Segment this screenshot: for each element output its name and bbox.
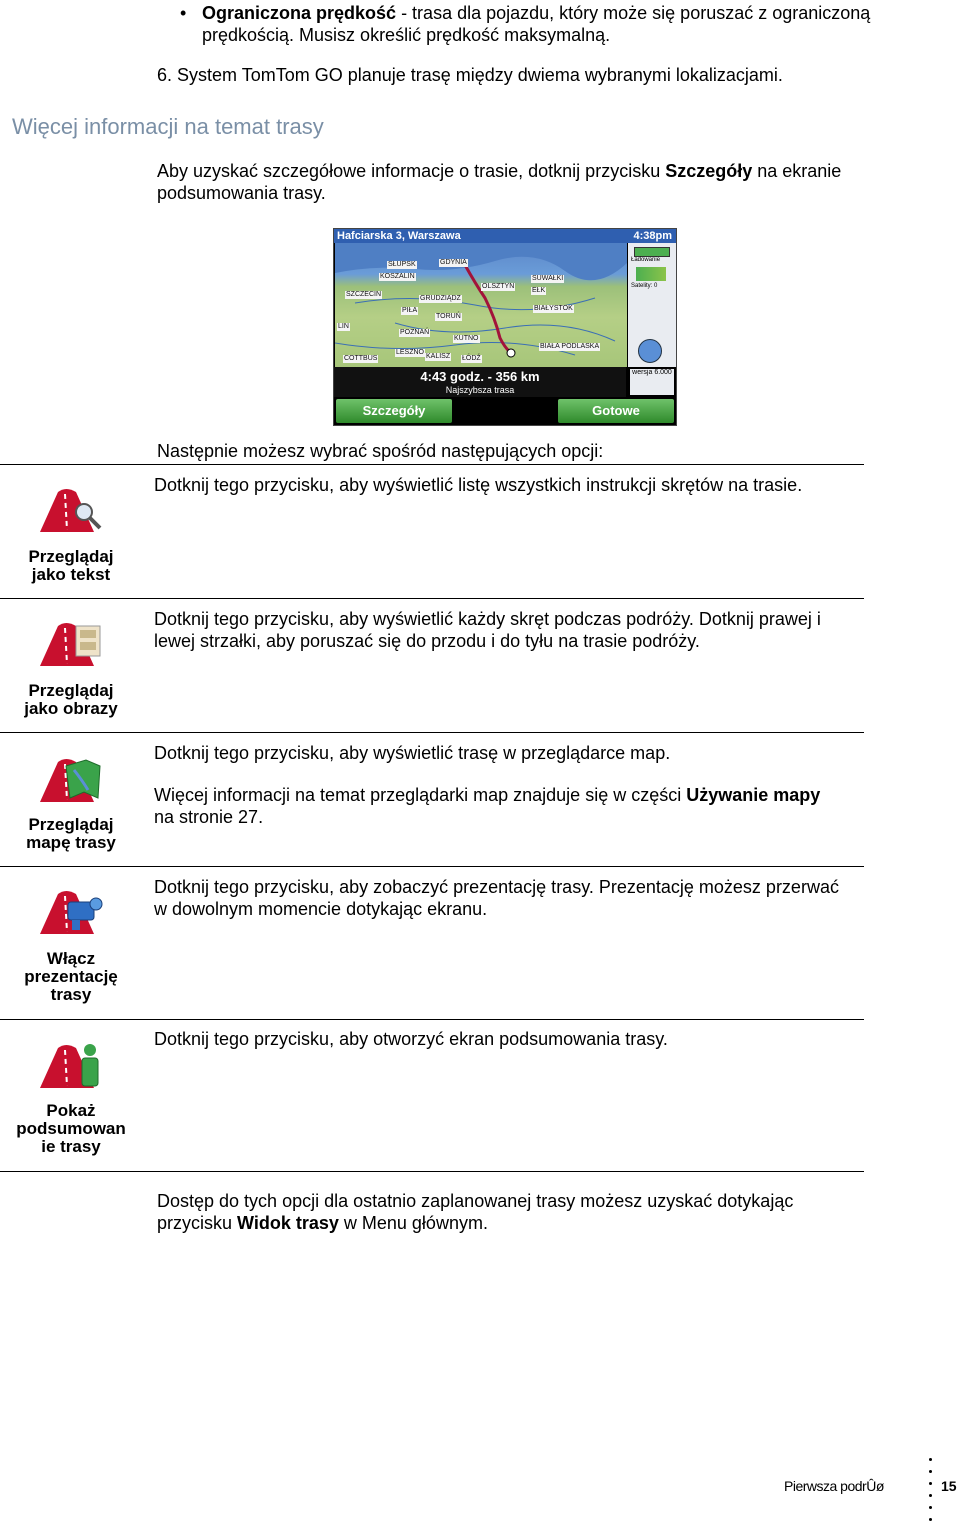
divider [0,1019,864,1020]
option-icon[interactable] [36,486,106,534]
page-number: 15 [941,1478,957,1494]
label-line: Przeglądaj [28,815,114,834]
option-icon[interactable] [36,620,106,668]
intro-after: na ekranie podsumowania trasy. [157,161,842,203]
city-label: ŁÓDŹ [462,355,481,362]
city-label: SZCZECIN [346,291,381,298]
option-label [9,548,133,584]
device-sidebar [628,243,676,367]
label-line: jako tekst [31,565,111,584]
city-label: OLSZTYN [482,283,515,290]
device-done-button[interactable]: Gotowe [558,399,674,423]
device-time: 4:38pm [633,230,672,242]
device-address: Hafciarska 3, Warszawa [337,230,461,242]
option-icon[interactable] [36,756,106,804]
label-line: Włącz [46,949,96,968]
device-version: wersja 6.000 [632,369,672,376]
city-label: GDYNIA [440,259,467,266]
intro-paragraph [157,160,857,204]
city-label: GRUDZIĄDZ [420,295,461,302]
option-desc: Dotknij tego przycisku, aby wyświetlić listę wszystkich instrukcji skrętów na trasie. [154,475,803,495]
road-images-icon [36,620,106,668]
label-line: podsumowan [16,1119,126,1138]
signal-icon [636,267,666,281]
option-icon[interactable] [36,888,106,936]
intro-bold: Szczegóły [665,161,753,181]
option-label [9,1102,133,1156]
label-line: trasy [50,985,92,1004]
city-label: POZNAŃ [400,329,430,336]
divider [0,866,864,867]
option-label [9,816,133,852]
city-label: LIN [338,323,349,330]
battery-icon [634,247,670,257]
device-charging: Ładowanie [631,257,661,263]
bullet-item [202,2,882,46]
label-line: ie trasy [41,1137,101,1156]
road-map-icon [36,756,106,804]
city-label: KUTNO [454,335,479,342]
city-label: BIAŁA PODLASKA [540,343,600,350]
closing-paragraph [157,1190,867,1234]
road-camera-icon [36,888,106,936]
city-label: KALISZ [426,353,451,360]
option-desc: Dotknij tego przycisku, aby zobaczyć prezentację trasy. Prezentację możesz przerwać w dowolnym momencie dotykając ekranu. [154,877,839,919]
divider [0,464,864,465]
bullet-text: - trasa dla pojazdu, który może się poruszać z ograniczoną prędkością. Musisz określić prędkość maksymalną. [202,3,871,45]
options-intro: Następnie możesz wybrać spośród następujących opcji: [157,441,604,461]
option-desc-more [154,784,844,828]
label-line: jako obrazy [24,699,118,718]
section-heading: Więcej informacji na temat trasy [12,114,324,139]
option-desc: Dotknij tego przycisku, aby wyświetlić każdy skręt podczas podróży. Dotknij prawej i lewej strzałki, aby poruszać się do przodu i do tyłu na trasie podróży. [154,609,821,651]
city-label: SŁUPSK [388,261,416,268]
divider [0,732,864,733]
device-satellites: Satelity: 0 [631,283,658,289]
desc-bold: Używanie mapy [686,785,821,805]
step-6: 6. System TomTom GO planuje trasę między dwiema wybranymi lokalizacjami. [157,65,783,85]
option-desc: Dotknij tego przycisku, aby wyświetlić trasę w przeglądarce map. [154,743,671,763]
device-screenshot [333,228,677,426]
footer-dots [929,1458,935,1530]
label-line: Przeglądaj [28,681,114,700]
device-route-time: 4:43 godz. - 356 km [420,369,540,384]
closing-before: Dostęp do tych opcji dla ostatnio zaplanowanej trasy możesz uzyskać dotykając przycisku [157,1191,794,1233]
label-line: mapę trasy [26,833,116,852]
closing-bold: Widok trasy [237,1213,339,1233]
road-magnifier-icon [36,486,106,534]
device-route-type: Najszybsza trasa [445,385,515,395]
footer-section: Pierwsza podrÛø [784,1478,884,1494]
bullet-bold: Ograniczona prędkość [202,3,397,23]
device-route-info [334,367,626,397]
bullet-dot: • [180,3,187,23]
option-desc: Dotknij tego przycisku, aby otworzyć ekran podsumowania trasy. [154,1029,668,1049]
desc-after: na stronie 27. [154,807,264,827]
option-label [9,950,133,1004]
option-icon[interactable] [36,1042,106,1090]
closing-after: w Menu głównym. [338,1213,488,1233]
device-map [335,243,627,367]
divider [0,598,864,599]
intro-before: Aby uzyskać szczegółowe informacje o trasie, dotknij przycisku [157,161,666,181]
city-label: TORUŃ [436,313,461,320]
device-topbar [334,229,676,243]
city-label: COTTBUS [344,355,378,362]
device-details-button[interactable]: Szczegóły [336,399,452,423]
city-label: PIŁA [402,307,418,314]
city-label: KOSZALIN [380,273,415,280]
city-label: SUWAŁKI [532,275,564,282]
road-info-icon [36,1042,106,1090]
label-line: Pokaż [46,1101,96,1120]
option-label [9,682,133,718]
label-line: Przeglądaj [28,547,114,566]
phone-icon[interactable] [638,339,662,363]
device-version-box [630,369,674,395]
desc-before: Więcej informacji na temat przeglądarki map znajduje się w części [154,785,687,805]
city-label: LESZNO [396,349,425,356]
label-line: prezentację [24,967,118,986]
city-label: EŁK [532,287,546,294]
divider [0,1171,864,1172]
city-label: BIAŁYSTOK [534,305,573,312]
